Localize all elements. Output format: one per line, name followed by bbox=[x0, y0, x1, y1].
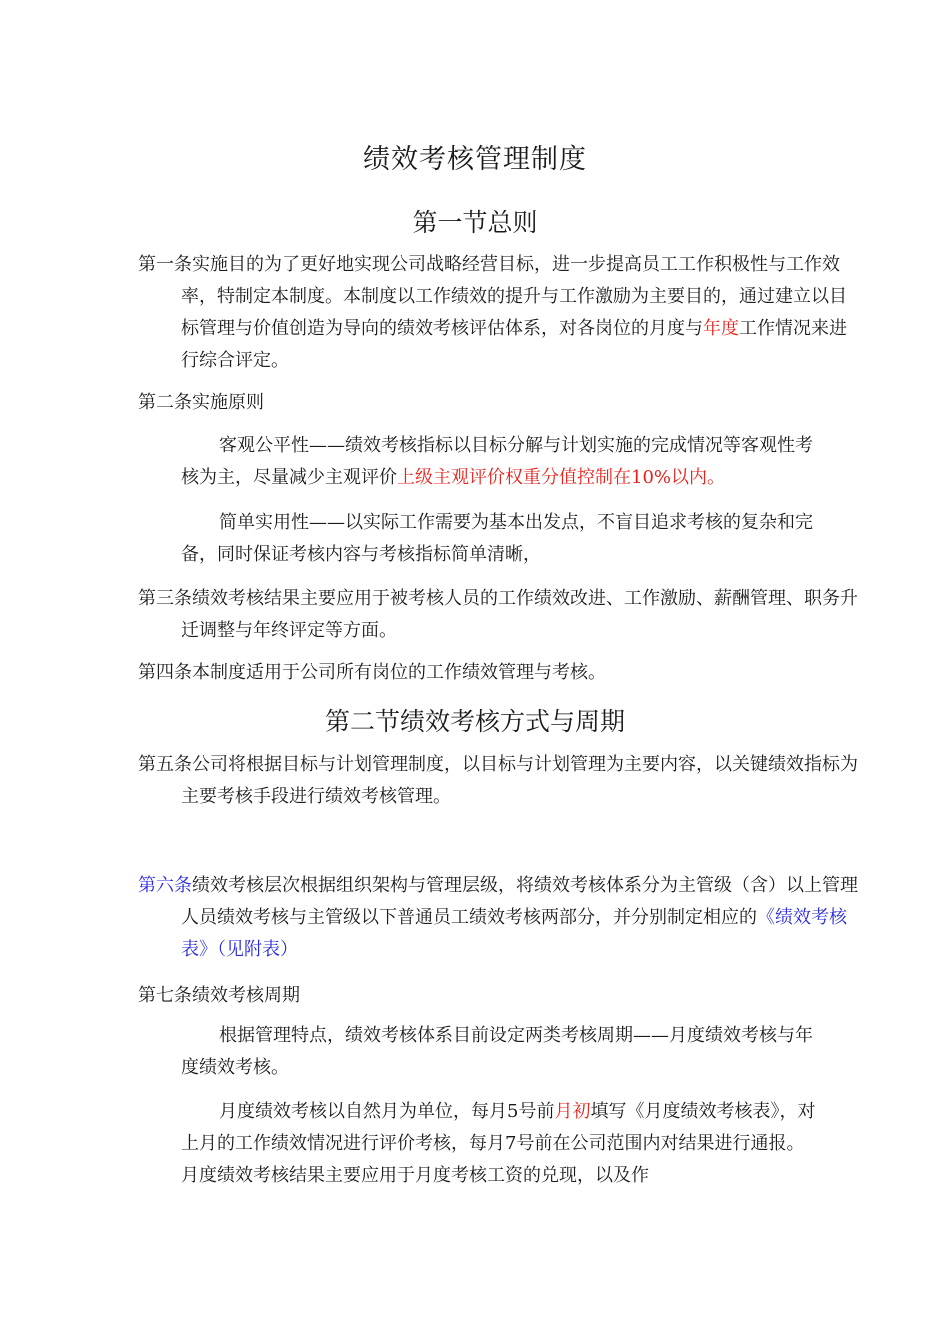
article-6-form-reference: 《绩效考核表》（见附表） bbox=[181, 907, 847, 960]
article-4: 第四条本制度适用于公司所有岗位的工作绩效管理与考核。 bbox=[138, 662, 606, 683]
article-7-heading: 第七条绩效考核周期 bbox=[138, 985, 300, 1006]
principle-objectivity bbox=[181, 430, 818, 494]
principle-objectivity-highlight: 上级主观评价权重分值控制在10%以内。 bbox=[397, 467, 726, 488]
article-5: 第五条公司将根据目标与计划管理制度，以目标与计划管理为主要内容，以关键绩效指标为主要考核手段进行绩效考核管理。 bbox=[138, 754, 858, 807]
monthly-assessment-tail: 填写《月度绩效考核表》，对上月的工作绩效情况进行评价考核，每月7号前在公司范围内对结果进行通报。月度绩效考核结果主要应用于月度考核工资的兑现，以及作 bbox=[181, 1101, 816, 1186]
assessment-period-intro: 根据管理特点，绩效考核体系目前设定两类考核周期——月度绩效考核与年度绩效考核。 bbox=[181, 1025, 813, 1078]
article-1-text: 第一条实施目的为了更好地实现公司战略经营目标，进一步提高员工工作积极性与工作效率，特制定本制度。本制度以工作绩效的提升与工作激励为主要目的，通过建立以目标管理与价值创造为导向的绩效考核评估体系，对各岗位的月度与 bbox=[138, 254, 847, 339]
article-2-heading: 第二条实施原则 bbox=[138, 392, 264, 413]
section-2-title: 第二节绩效考核方式与周期 bbox=[324, 707, 625, 736]
article-6-label: 第六条 bbox=[138, 875, 192, 896]
document-title: 绩效考核管理制度 bbox=[363, 144, 587, 175]
article-6 bbox=[138, 870, 861, 966]
article-1-tail: 工作情况来进行综合评定。 bbox=[181, 318, 847, 371]
article-1-highlight: 年度 bbox=[703, 318, 739, 339]
section-1-title: 第一节总则 bbox=[412, 208, 538, 237]
monthly-assessment bbox=[181, 1096, 818, 1192]
principle-simplicity: 简单实用性——以实际工作需要为基本出发点，不盲目追求考核的复杂和完备，同时保证考核内容与考核指标简单清晰， bbox=[181, 512, 813, 565]
article-3: 第三条绩效考核结果主要应用于被考核人员的工作绩效改进、工作激励、薪酬管理、职务升迁调整与年终评定等方面。 bbox=[138, 588, 858, 641]
monthly-assessment-highlight: 月初 bbox=[554, 1101, 591, 1122]
article-1 bbox=[138, 249, 861, 377]
article-6-text: 绩效考核层次根据组织架构与管理层级，将绩效考核体系分为主管级（含）以上管理人员绩效考核与主管级以下普通员工绩效考核两部分，并分别制定相应的 bbox=[181, 875, 858, 928]
principle-objectivity-text: 客观公平性——绩效考核指标以目标分解与计划实施的完成情况等客观性考核为主，尽量减少主观评价 bbox=[181, 435, 813, 488]
monthly-assessment-text: 月度绩效考核以自然月为单位，每月5号前 bbox=[219, 1101, 555, 1122]
